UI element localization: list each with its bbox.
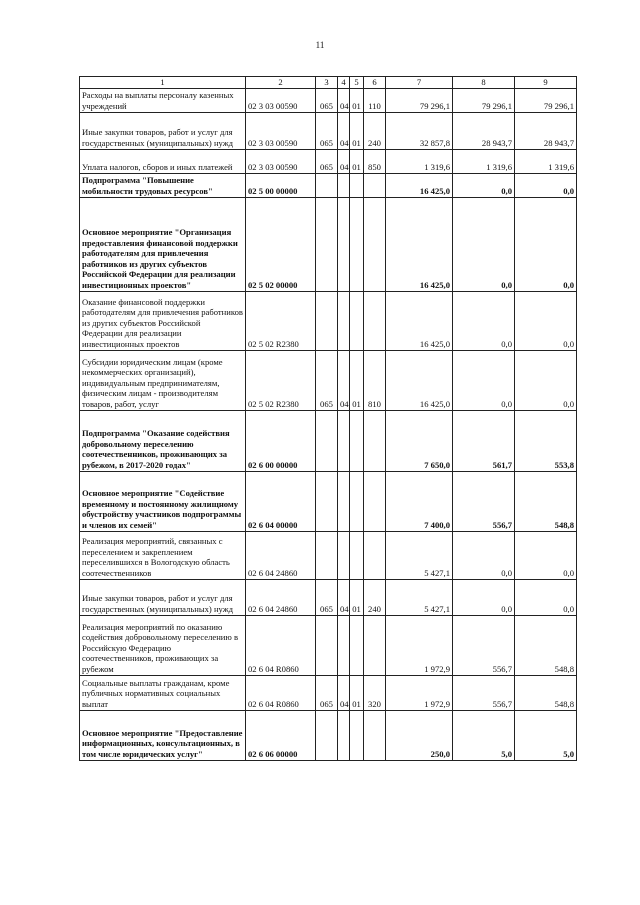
expense-type-code-cell: 240 (364, 579, 386, 615)
subsection-code-cell (350, 197, 364, 291)
table-row (80, 291, 577, 350)
budget-code-cell: 02 5 02 R2380 (246, 350, 316, 410)
budget-code-cell: 02 6 06 00000 (246, 710, 316, 760)
amount-col8-cell: 556,7 (453, 471, 515, 531)
amount-col7-cell: 7 650,0 (386, 410, 453, 471)
amount-col9-cell: 5,0 (515, 710, 577, 760)
amount-col9-cell: 79 296,1 (515, 88, 577, 112)
amount-col8-cell: 0,0 (453, 350, 515, 410)
budget-code-cell: 02 6 04 R0860 (246, 675, 316, 710)
amount-col7-cell: 16 425,0 (386, 197, 453, 291)
expense-type-code-cell (364, 173, 386, 197)
ministry-code-cell: 065 (316, 149, 338, 173)
amount-col8-cell: 0,0 (453, 173, 515, 197)
section-code-cell: 04 (338, 675, 350, 710)
subsection-code-cell (350, 710, 364, 760)
ministry-code-cell (316, 173, 338, 197)
amount-col7-cell: 250,0 (386, 710, 453, 760)
section-code-cell: 04 (338, 112, 350, 149)
budget-code-cell: 02 6 04 24860 (246, 531, 316, 579)
ministry-code-cell: 065 (316, 350, 338, 410)
section-code-cell: 04 (338, 149, 350, 173)
header-cell: 5 (350, 77, 364, 89)
budget-code-cell: 02 5 02 00000 (246, 197, 316, 291)
amount-col9-cell: 0,0 (515, 350, 577, 410)
table-row (80, 197, 577, 291)
header-cell: 2 (246, 77, 316, 89)
amount-col9-cell: 553,8 (515, 410, 577, 471)
row-name-cell: Основное мероприятие "Содействие временному и постоянному жилищному обустройству участников подпрограммы и членов их семей" (80, 471, 246, 531)
table-row (80, 88, 577, 112)
expense-type-code-cell (364, 615, 386, 675)
header-cell: 8 (453, 77, 515, 89)
ministry-code-cell: 065 (316, 112, 338, 149)
row-name-cell: Иные закупки товаров, работ и услуг для государственных (муниципальных) нужд (80, 112, 246, 149)
amount-col8-cell: 556,7 (453, 675, 515, 710)
expense-type-code-cell: 810 (364, 350, 386, 410)
budget-code-cell: 02 3 03 00590 (246, 112, 316, 149)
amount-col9-cell: 0,0 (515, 173, 577, 197)
ministry-code-cell: 065 (316, 579, 338, 615)
table-row (80, 410, 577, 471)
subsection-code-cell (350, 173, 364, 197)
amount-col9-cell: 1 319,6 (515, 149, 577, 173)
section-code-cell (338, 173, 350, 197)
amount-col9-cell: 548,8 (515, 615, 577, 675)
expense-type-code-cell (364, 410, 386, 471)
amount-col7-cell: 16 425,0 (386, 291, 453, 350)
expense-type-code-cell: 110 (364, 88, 386, 112)
section-code-cell (338, 471, 350, 531)
amount-col7-cell: 1 972,9 (386, 675, 453, 710)
header-cell: 4 (338, 77, 350, 89)
subsection-code-cell: 01 (350, 149, 364, 173)
page-number: 11 (315, 40, 325, 50)
amount-col9-cell: 0,0 (515, 197, 577, 291)
amount-col8-cell: 0,0 (453, 579, 515, 615)
amount-col7-cell: 5 427,1 (386, 579, 453, 615)
section-code-cell (338, 710, 350, 760)
subsection-code-cell: 01 (350, 675, 364, 710)
header-cell: 6 (364, 77, 386, 89)
section-code-cell (338, 197, 350, 291)
ministry-code-cell (316, 291, 338, 350)
budget-code-cell: 02 6 04 00000 (246, 471, 316, 531)
amount-col8-cell: 1 319,6 (453, 149, 515, 173)
amount-col7-cell: 32 857,8 (386, 112, 453, 149)
amount-col7-cell: 1 972,9 (386, 615, 453, 675)
amount-col9-cell: 28 943,7 (515, 112, 577, 149)
subsection-code-cell (350, 615, 364, 675)
table-row (80, 579, 577, 615)
amount-col8-cell: 5,0 (453, 710, 515, 760)
budget-code-cell: 02 6 04 R0860 (246, 615, 316, 675)
subsection-code-cell: 01 (350, 579, 364, 615)
budget-code-cell: 02 5 02 R2380 (246, 291, 316, 350)
header-cell: 1 (80, 77, 246, 89)
amount-col8-cell: 556,7 (453, 615, 515, 675)
row-name-cell: Подпрограмма "Оказание содействия добровольному переселению соотечественников, проживающих за рубежом, в 2017-2020 годах" (80, 410, 246, 471)
table-row (80, 675, 577, 710)
expense-type-code-cell (364, 291, 386, 350)
expense-type-code-cell (364, 531, 386, 579)
table-row (80, 173, 577, 197)
amount-col9-cell: 548,8 (515, 471, 577, 531)
row-name-cell: Оказание финансовой поддержки работодателям для привлечения работников из других субъектов Российской Федерации для реализации инвестиционных проектов (80, 291, 246, 350)
ministry-code-cell: 065 (316, 88, 338, 112)
subsection-code-cell (350, 471, 364, 531)
ministry-code-cell (316, 471, 338, 531)
ministry-code-cell (316, 615, 338, 675)
row-name-cell: Социальные выплаты гражданам, кроме публичных нормативных социальных выплат (80, 675, 246, 710)
row-name-cell: Основное мероприятие "Предоставление информационных, консультационных, в том числе юридических услуг" (80, 710, 246, 760)
row-name-cell: Субсидии юридическим лицам (кроме некоммерческих организаций), индивидуальным предпринимателям, физическим лицам - производителям товаров, работ, услуг (80, 350, 246, 410)
amount-col7-cell: 16 425,0 (386, 350, 453, 410)
amount-col7-cell: 5 427,1 (386, 531, 453, 579)
budget-code-cell: 02 5 00 00000 (246, 173, 316, 197)
amount-col8-cell: 79 296,1 (453, 88, 515, 112)
table-row (80, 615, 577, 675)
amount-col8-cell: 561,7 (453, 410, 515, 471)
budget-code-cell: 02 3 03 00590 (246, 149, 316, 173)
subsection-code-cell (350, 291, 364, 350)
expense-type-code-cell: 320 (364, 675, 386, 710)
section-code-cell (338, 410, 350, 471)
section-code-cell: 04 (338, 579, 350, 615)
budget-code-cell: 02 6 04 24860 (246, 579, 316, 615)
subsection-code-cell: 01 (350, 88, 364, 112)
table-row (80, 112, 577, 149)
row-name-cell: Основное мероприятие "Организация предоставления финансовой поддержки работодателям для привлечения работников из других субъектов Российской Федерации для реализации инвестиционных проектов" (80, 197, 246, 291)
ministry-code-cell (316, 410, 338, 471)
row-name-cell: Уплата налогов, сборов и иных платежей (80, 149, 246, 173)
amount-col8-cell: 0,0 (453, 197, 515, 291)
section-code-cell (338, 531, 350, 579)
row-name-cell: Иные закупки товаров, работ и услуг для государственных (муниципальных) нужд (80, 579, 246, 615)
expense-type-code-cell (364, 471, 386, 531)
ministry-code-cell (316, 531, 338, 579)
ministry-code-cell (316, 710, 338, 760)
amount-col9-cell: 0,0 (515, 579, 577, 615)
header-cell: 3 (316, 77, 338, 89)
amount-col9-cell: 548,8 (515, 675, 577, 710)
table-row (80, 531, 577, 579)
section-code-cell: 04 (338, 88, 350, 112)
table-row (80, 350, 577, 410)
ministry-code-cell (316, 197, 338, 291)
amount-col8-cell: 28 943,7 (453, 112, 515, 149)
table-row (80, 710, 577, 760)
amount-col7-cell: 1 319,6 (386, 149, 453, 173)
table-row (80, 471, 577, 531)
budget-table (79, 76, 577, 761)
amount-col8-cell: 0,0 (453, 531, 515, 579)
ministry-code-cell: 065 (316, 675, 338, 710)
amount-col9-cell: 0,0 (515, 531, 577, 579)
amount-col7-cell: 7 400,0 (386, 471, 453, 531)
row-name-cell: Реализация мероприятий по оказанию содействия добровольному переселению в Российскую Федерацию соотечественников, проживающих за рубежом (80, 615, 246, 675)
expense-type-code-cell: 240 (364, 112, 386, 149)
subsection-code-cell: 01 (350, 350, 364, 410)
budget-code-cell: 02 3 03 00590 (246, 88, 316, 112)
amount-col8-cell: 0,0 (453, 291, 515, 350)
header-row (80, 77, 577, 89)
amount-col7-cell: 79 296,1 (386, 88, 453, 112)
expense-type-code-cell (364, 197, 386, 291)
section-code-cell: 04 (338, 350, 350, 410)
subsection-code-cell (350, 531, 364, 579)
amount-col7-cell: 16 425,0 (386, 173, 453, 197)
budget-code-cell: 02 6 00 00000 (246, 410, 316, 471)
row-name-cell: Подпрограмма "Повышение мобильности трудовых ресурсов" (80, 173, 246, 197)
header-cell: 9 (515, 77, 577, 89)
section-code-cell (338, 291, 350, 350)
table-row (80, 149, 577, 173)
amount-col9-cell: 0,0 (515, 291, 577, 350)
expense-type-code-cell (364, 710, 386, 760)
header-cell: 7 (386, 77, 453, 89)
row-name-cell: Расходы на выплаты персоналу казенных учреждений (80, 88, 246, 112)
row-name-cell: Реализация мероприятий, связанных с переселением и закреплением переселившихся в Вологодскую область соотечественников (80, 531, 246, 579)
subsection-code-cell (350, 410, 364, 471)
section-code-cell (338, 615, 350, 675)
subsection-code-cell: 01 (350, 112, 364, 149)
expense-type-code-cell: 850 (364, 149, 386, 173)
